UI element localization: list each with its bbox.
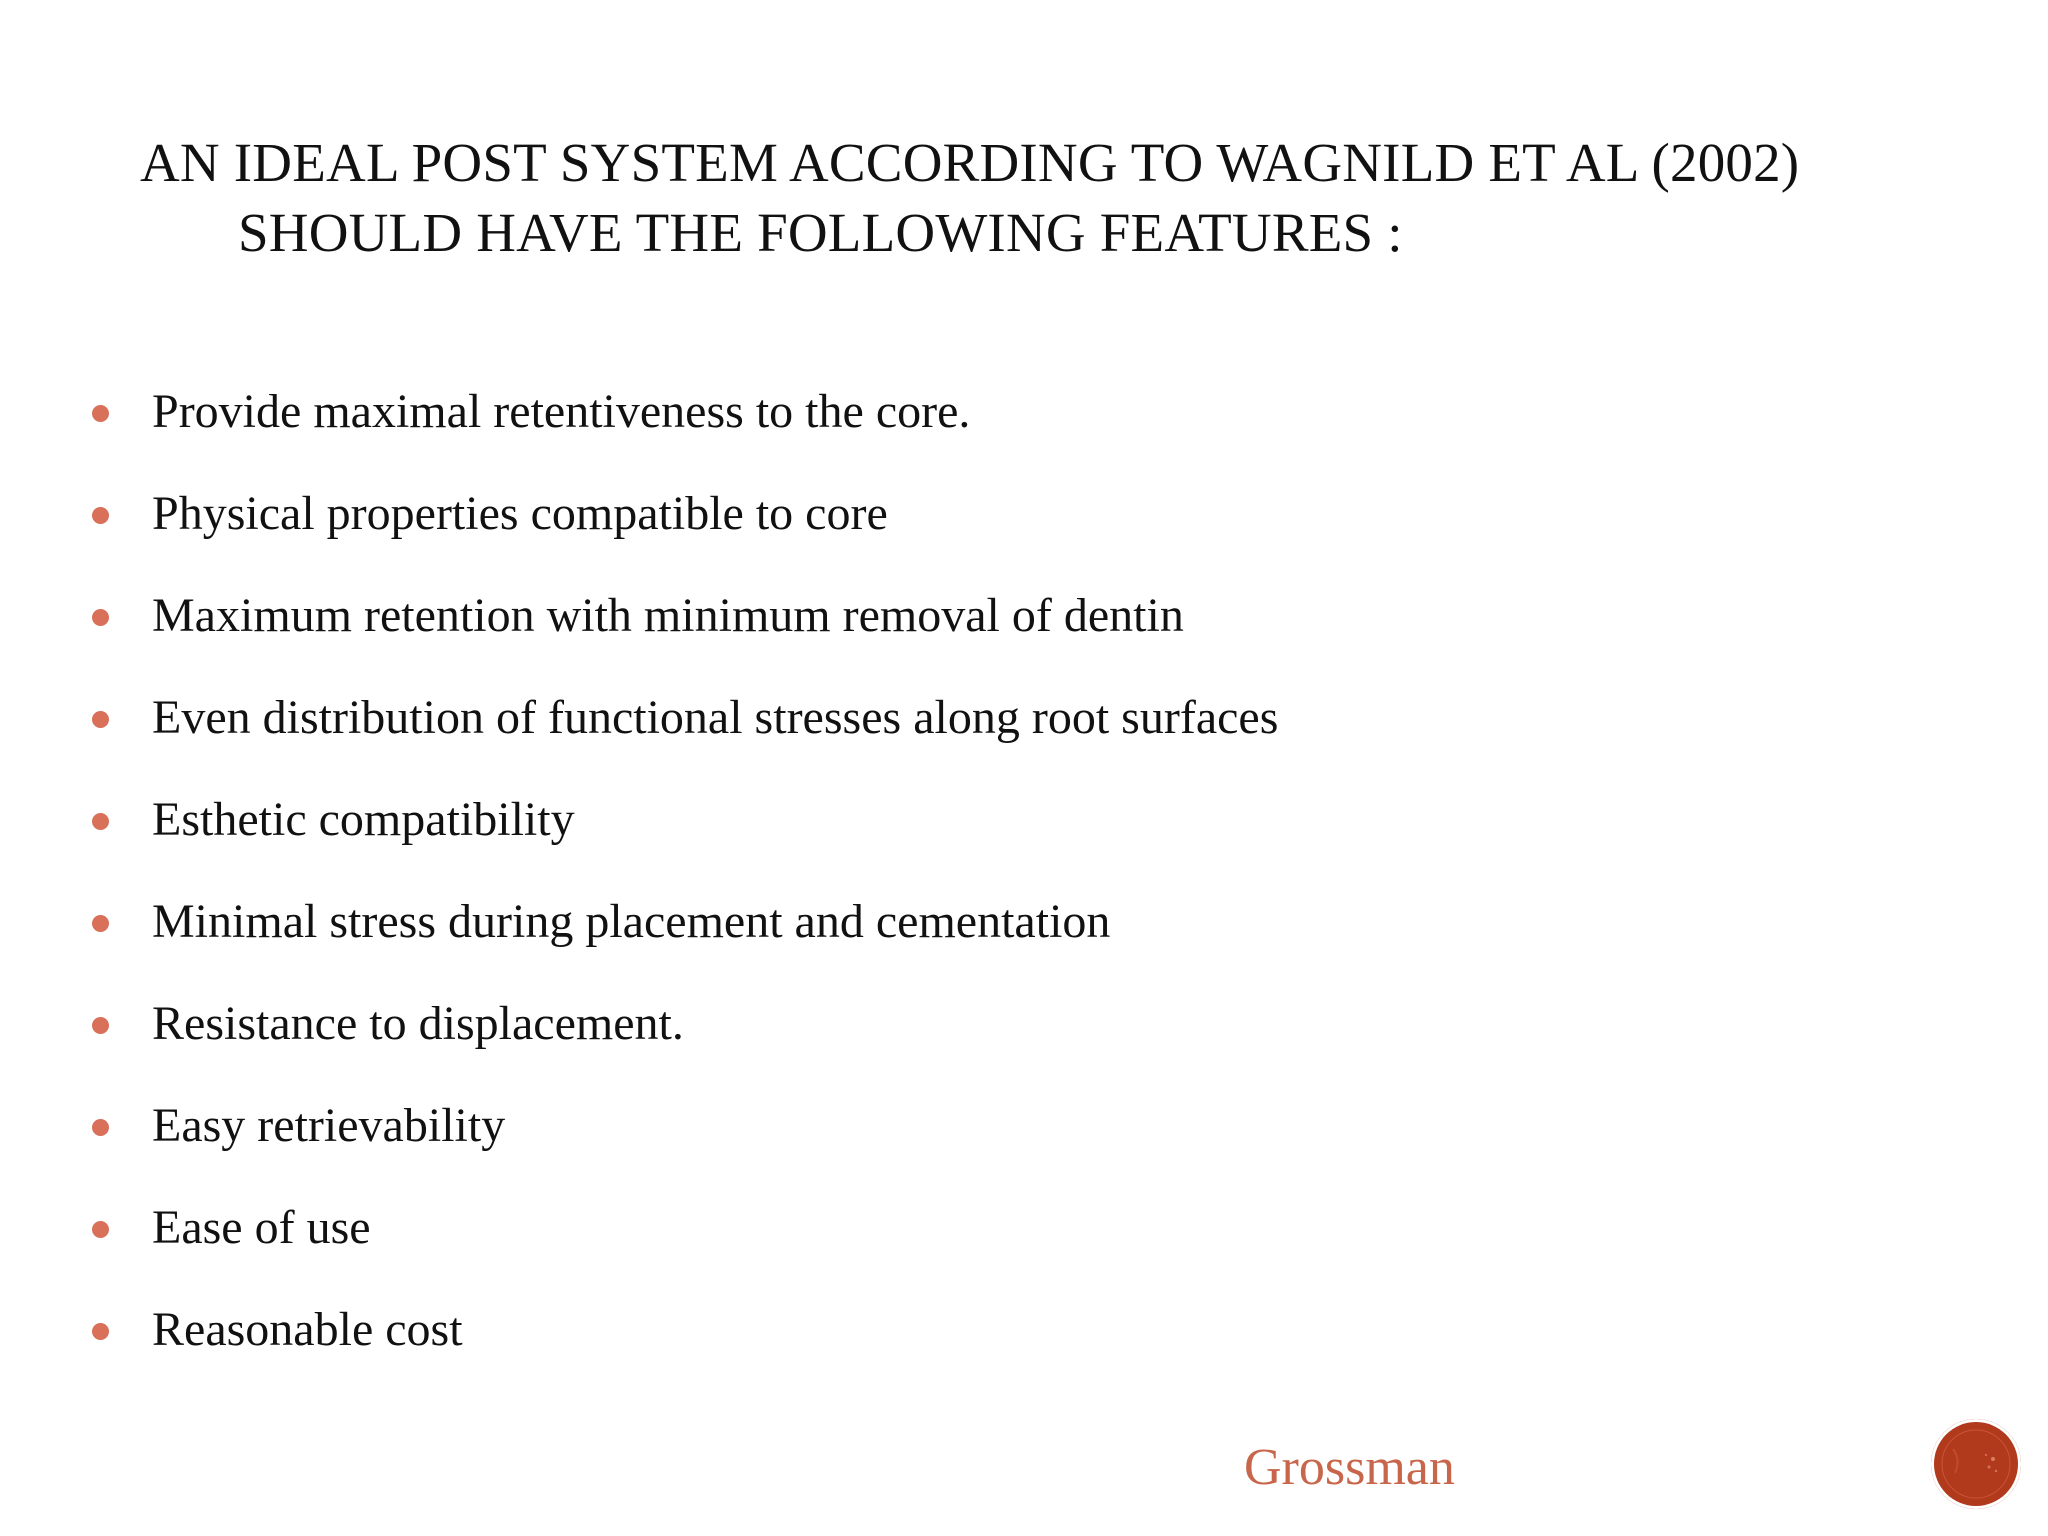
list-item	[0, 1192, 1700, 1294]
list-item-text: Maximum retention with minimum removal of dentin	[152, 589, 1184, 642]
list-item-text: Even distribution of functional stresses along root surfaces	[152, 691, 1279, 744]
bullet-dot-icon	[92, 1119, 109, 1136]
list-item-text: Resistance to displacement.	[152, 997, 684, 1050]
list-item	[0, 682, 1700, 784]
bullet-dot-icon	[92, 915, 109, 932]
feature-list	[0, 376, 1700, 1396]
list-item-text: Easy retrievability	[152, 1099, 506, 1152]
list-item	[0, 886, 1700, 988]
list-item-text: Reasonable cost	[152, 1303, 463, 1356]
source-citation: Grossman	[1244, 1439, 1455, 1496]
list-item-text: Minimal stress during placement and cementation	[152, 895, 1111, 948]
list-item	[0, 1090, 1700, 1192]
list-item	[0, 988, 1700, 1090]
bullet-dot-icon	[92, 1221, 109, 1238]
bullet-dot-icon	[92, 1017, 109, 1034]
bullet-dot-icon	[92, 405, 109, 422]
emblem-texture-icon	[1931, 1419, 2021, 1509]
list-item-text: Provide maximal retentiveness to the core.	[152, 385, 971, 438]
bullet-dot-icon	[92, 813, 109, 830]
bullet-dot-icon	[92, 1323, 109, 1340]
slide-title-line-2: SHOULD HAVE THE FOLLOWING FEATURES :	[238, 202, 1403, 263]
list-item-text: Esthetic compatibility	[152, 793, 575, 846]
slide-title	[140, 128, 1990, 268]
list-item	[0, 478, 1700, 580]
list-item	[0, 580, 1700, 682]
bullet-dot-icon	[92, 609, 109, 626]
list-item-text: Ease of use	[152, 1201, 371, 1254]
list-item	[0, 376, 1700, 478]
list-item-text: Physical properties compatible to core	[152, 487, 888, 540]
list-item	[0, 1294, 1700, 1396]
bullet-dot-icon	[92, 507, 109, 524]
list-item	[0, 784, 1700, 886]
red-circle-emblem-icon	[1931, 1419, 2021, 1509]
bullet-dot-icon	[92, 711, 109, 728]
slide-title-line-1: AN IDEAL POST SYSTEM ACCORDING TO WAGNILD ET AL (2002)	[140, 132, 1800, 193]
